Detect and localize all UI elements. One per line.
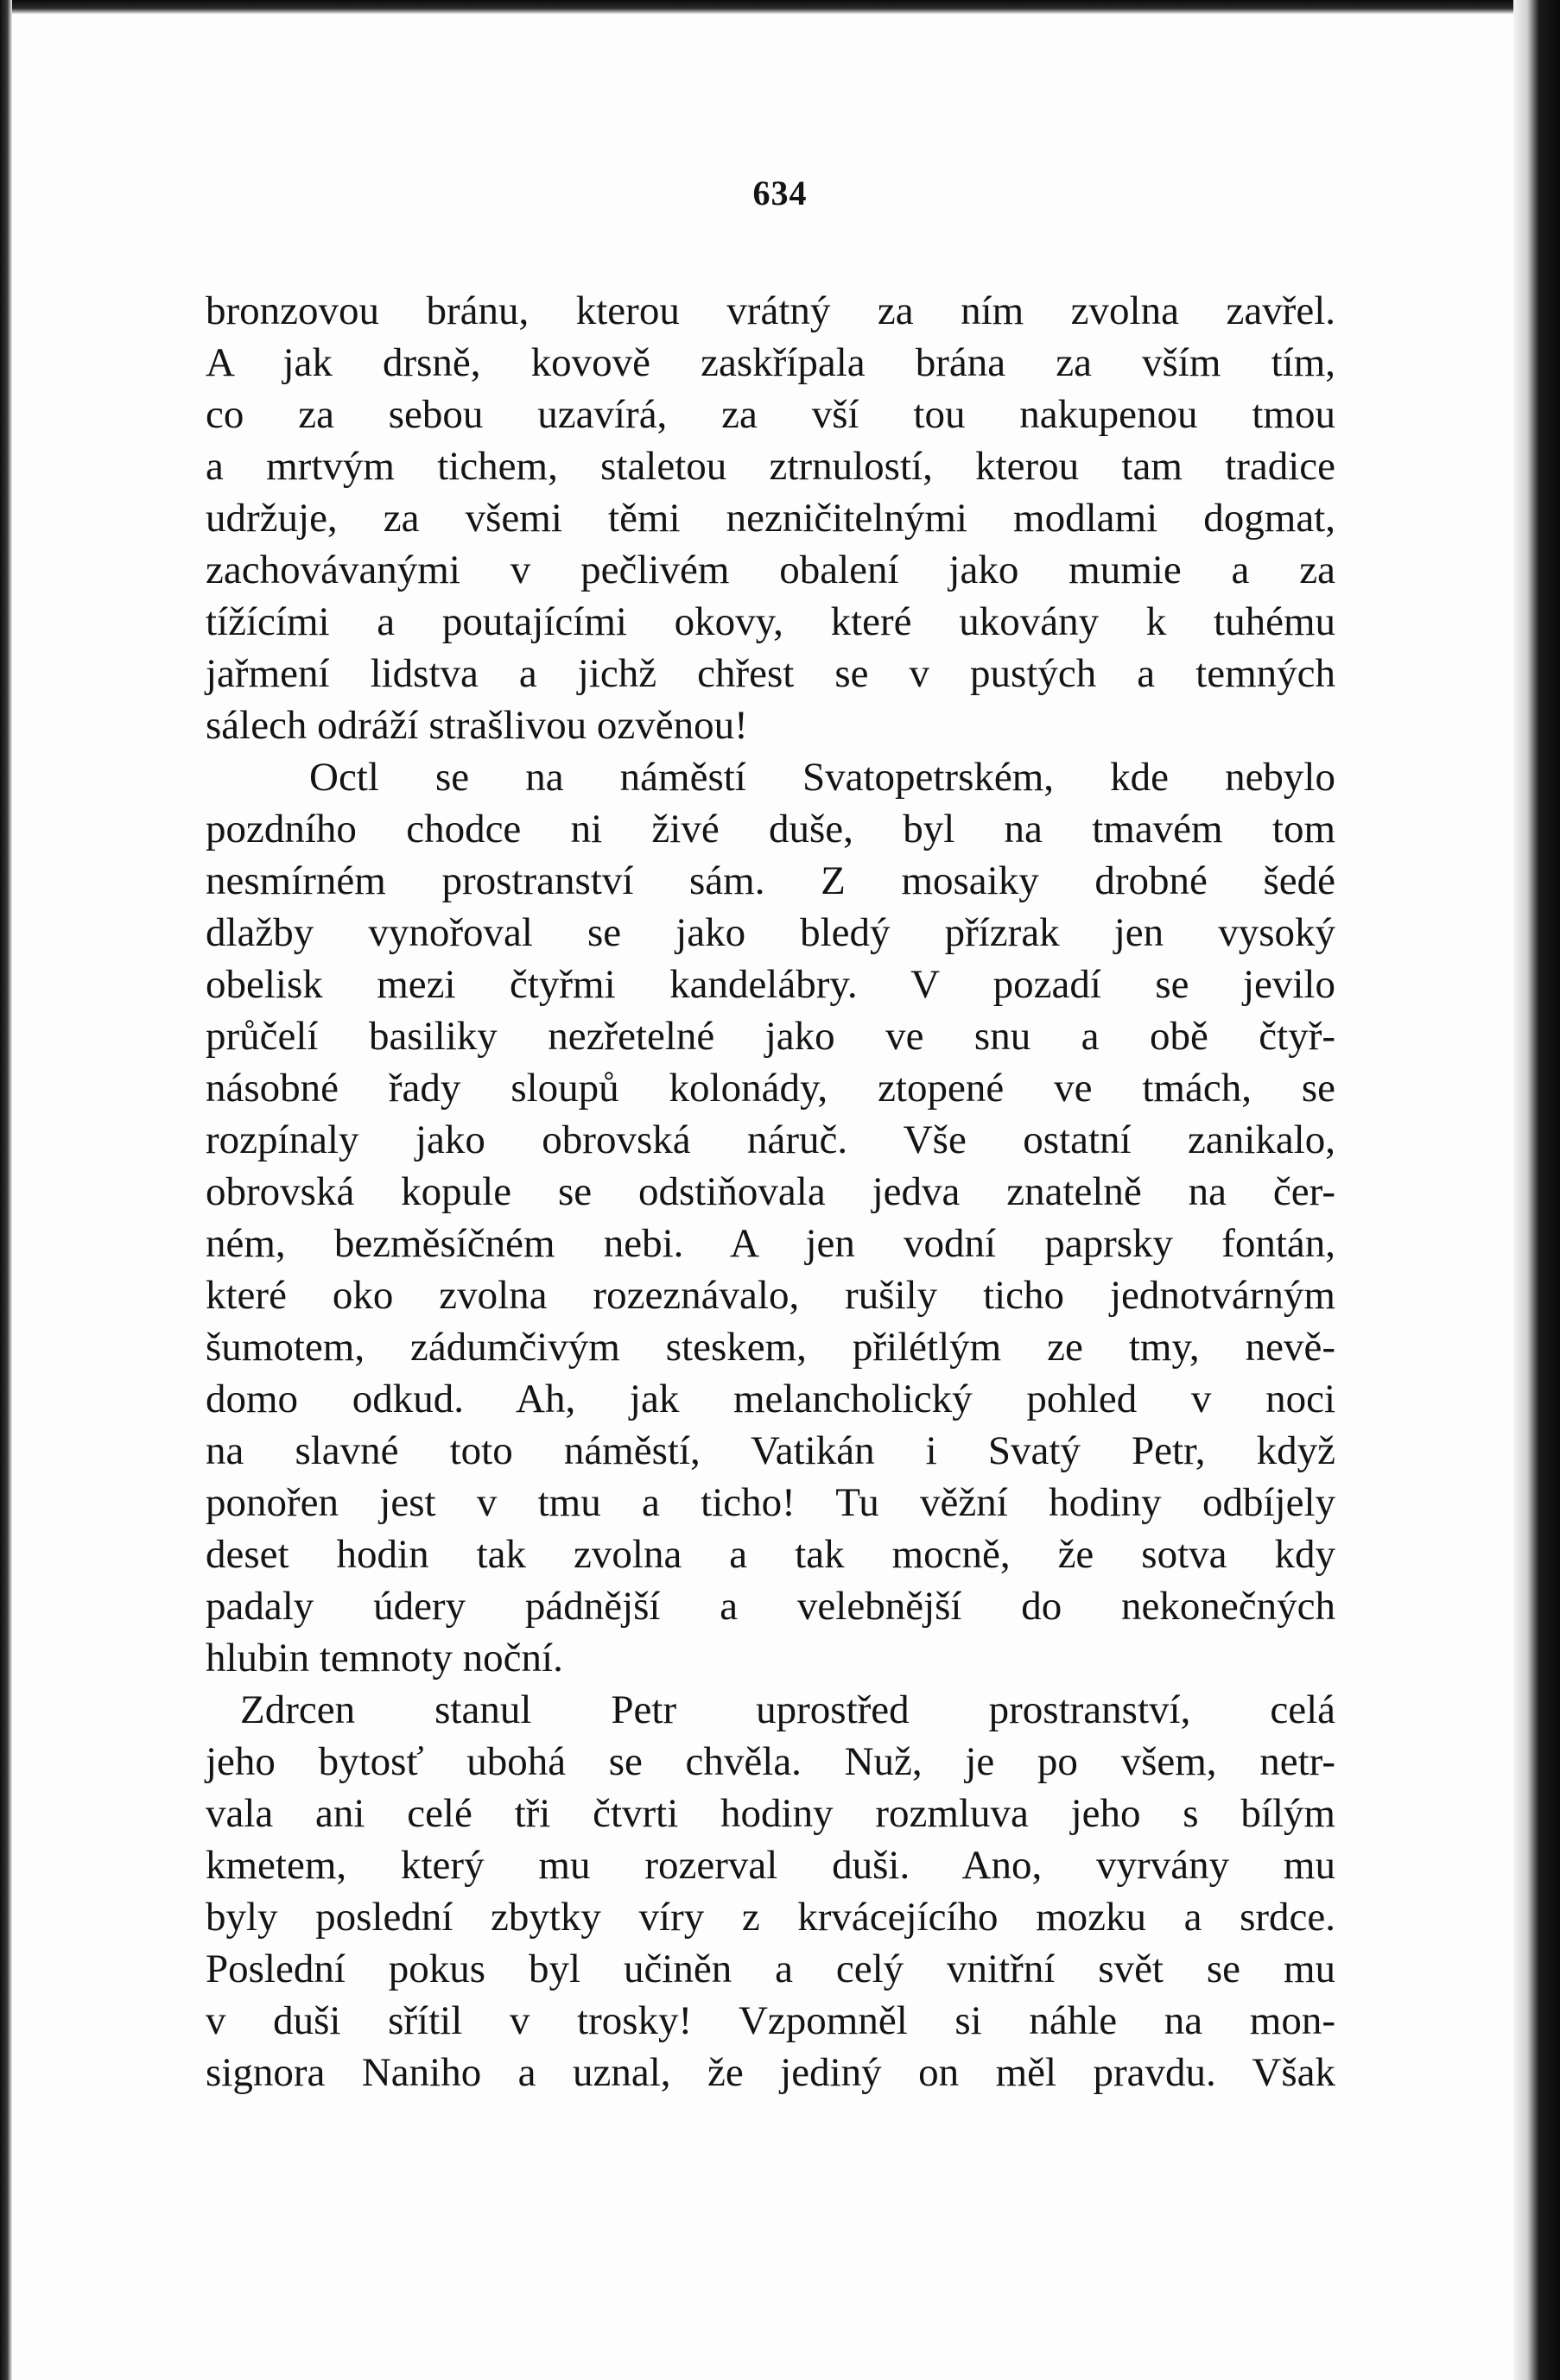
scan-edge-left	[0, 0, 12, 2380]
text-line: jeho bytosť ubohá se chvěla. Nuž, je po všem, netr-	[206, 1739, 1335, 1784]
text-line: signora Naniho a uznal, že jediný on měl pravdu. Však	[206, 2050, 1335, 2095]
text-line: obelisk mezi čtyřmi kandelábry. V pozadí se jevilo	[206, 962, 1335, 1007]
scan-edge-right	[1513, 0, 1560, 2380]
text-line: na slavné toto náměstí, Vatikán i Svatý Petr, když	[206, 1428, 1335, 1473]
text-line: sálech odráží strašlivou ozvěnou!	[206, 703, 748, 748]
body-text	[206, 285, 1335, 2098]
text-line: Octl se na náměstí Svatopetrském, kde nebylo	[309, 755, 1335, 800]
text-line: Zdrcen stanul Petr uprostřed prostranství, celá	[240, 1687, 1335, 1732]
text-line: ném, bezměsíčném nebi. A jen vodní paprsky fontán,	[206, 1221, 1335, 1266]
text-line: rozpínaly jako obrovská náruč. Vše ostatní zanikalo,	[206, 1117, 1335, 1162]
text-line: průčelí basiliky nezřetelné jako ve snu a obě čtyř-	[206, 1014, 1335, 1059]
page-number: 634	[752, 174, 808, 212]
text-line: ponořen jest v tmu a ticho! Tu věžní hodiny odbíjely	[206, 1480, 1335, 1525]
text-line: vala ani celé tři čtvrti hodiny rozmluva jeho s bílým	[206, 1791, 1335, 1836]
text-line: byly poslední zbytky víry z krvácejícího mozku a srdce.	[206, 1895, 1335, 1940]
text-line: násobné řady sloupů kolonády, ztopené ve tmách, se	[206, 1066, 1335, 1111]
text-line: šumotem, zádumčivým steskem, přilétlým ze tmy, nevě-	[206, 1325, 1335, 1370]
text-line: hlubin temnoty noční.	[206, 1636, 563, 1681]
text-line: A jak drsně, kovově zaskřípala brána za vším tím,	[206, 340, 1335, 385]
text-line: obrovská kopule se odstiňovala jedva znatelně na čer-	[206, 1169, 1335, 1214]
text-line: co za sebou uzavírá, za vší tou nakupenou tmou	[206, 392, 1335, 437]
text-line: kmetem, který mu rozerval duši. Ano, vyrvány mu	[206, 1843, 1335, 1888]
text-line: Poslední pokus byl učiněn a celý vnitřní svět se mu	[206, 1946, 1335, 1991]
text-line: dlažby vynořoval se jako bledý přízrak jen vysoký	[206, 910, 1335, 955]
text-line: domo odkud. Ah, jak melancholický pohled v noci	[206, 1377, 1335, 1421]
text-line: v duši sřítil v trosky! Vzpomněl si náhle na mon-	[206, 1998, 1335, 2043]
text-line: udržuje, za všemi těmi nezničitelnými modlami dogmat,	[206, 496, 1335, 541]
text-line: tížícími a poutajícími okovy, které ukovány k tuhému	[206, 599, 1335, 644]
text-line: které oko zvolna rozeznávalo, rušily ticho jednotvárným	[206, 1273, 1335, 1318]
text-line: padaly údery pádnější a velebnější do nekonečných	[206, 1584, 1335, 1629]
text-line: zachovávanými v pečlivém obalení jako mumie a za	[206, 548, 1335, 592]
text-line: a mrtvým tichem, staletou ztrnulostí, kterou tam tradice	[206, 444, 1335, 489]
text-line: jařmení lidstva a jichž chřest se v pustých a temných	[206, 651, 1335, 696]
text-line: nesmírném prostranství sám. Z mosaiky drobné šedé	[206, 858, 1335, 903]
scan-edge-top	[0, 0, 1560, 14]
text-line: deset hodin tak zvolna a tak mocně, že sotva kdy	[206, 1532, 1335, 1577]
text-line: pozdního chodce ni živé duše, byl na tmavém tom	[206, 807, 1335, 851]
text-line: bronzovou bránu, kterou vrátný za ním zvolna zavřel.	[206, 288, 1335, 333]
